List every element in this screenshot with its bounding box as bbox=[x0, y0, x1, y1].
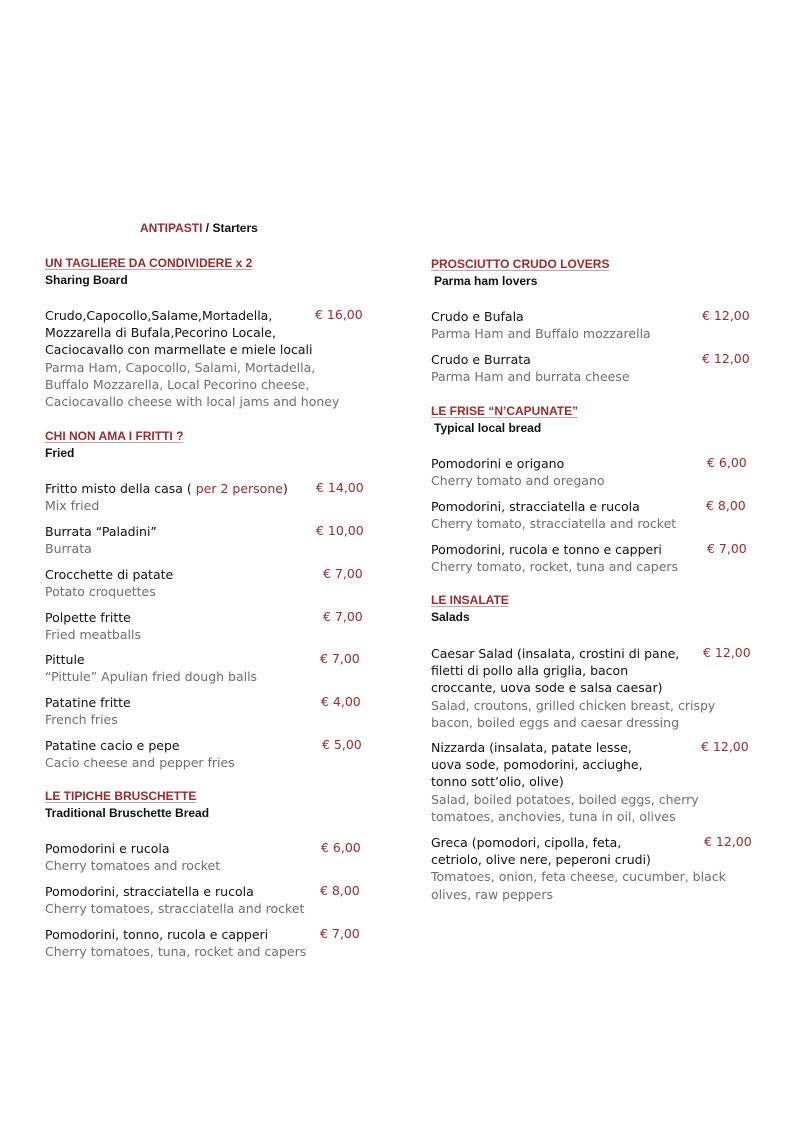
item-description: Cherry tomatoes and rocket bbox=[45, 858, 221, 874]
item-price: € 6,00 bbox=[321, 840, 361, 855]
item-price: € 5,00 bbox=[322, 737, 362, 752]
item-description: Cherry tomatoes, stracciatella and rocket bbox=[45, 901, 305, 917]
item-price: € 4,00 bbox=[321, 694, 361, 709]
menu-item bbox=[431, 498, 676, 532]
item-price: € 8,00 bbox=[706, 498, 746, 513]
menu-item bbox=[45, 566, 173, 600]
item-description: Salad, croutons, grilled chicken breast, crispy bacon, boiled eggs and caesar dressing bbox=[431, 697, 716, 730]
item-description: Cherry tomato and oregano bbox=[431, 473, 605, 489]
item-name: Pomodorini e origano bbox=[431, 456, 565, 471]
section-title-it: UN TAGLIERE DA CONDIVIDERE x 2 bbox=[45, 256, 253, 270]
menu-item bbox=[45, 737, 235, 771]
menu-item bbox=[431, 834, 731, 903]
menu-item bbox=[431, 351, 630, 385]
menu-item bbox=[45, 926, 306, 960]
page-title-en: Starters bbox=[212, 221, 258, 235]
section-title-en: Salads bbox=[431, 610, 470, 624]
item-description: “Pittule” Apulian fried dough balls bbox=[45, 669, 258, 685]
page-title-separator: / bbox=[202, 221, 213, 235]
menu-item bbox=[431, 308, 651, 342]
menu-item bbox=[431, 455, 605, 489]
item-name: Burrata “Paladini” bbox=[45, 524, 157, 539]
item-description: Mix fried bbox=[45, 498, 100, 514]
menu-item bbox=[45, 523, 157, 557]
section-title-en: Parma ham lovers bbox=[434, 274, 538, 288]
item-price: € 12,00 bbox=[702, 308, 750, 323]
item-description: Cherry tomato, rocket, tuna and capers bbox=[431, 559, 679, 575]
item-name: Fritto misto della casa ( per 2 persone) bbox=[45, 481, 288, 496]
item-name: Crudo e Burrata bbox=[431, 352, 531, 367]
item-description: Potato croquettes bbox=[45, 584, 156, 600]
item-description: Parma Ham, Capocollo, Salami, Mortadella, Buffalo Mozzarella, Local Pecorino cheese, Caciocavallo cheese with local jams and honey bbox=[45, 359, 340, 410]
section-header-bruschette bbox=[45, 788, 209, 822]
menu-item bbox=[45, 694, 131, 728]
item-name: Nizzarda (insalata, patate lesse, uova sode, pomodorini, acciughe, tonno sott’olio, olive) bbox=[431, 740, 643, 790]
item-name: Pittule bbox=[45, 652, 85, 667]
item-name: Pomodorini, rucola e tonno e capperi bbox=[431, 542, 662, 557]
item-description: Tomatoes, onion, feta cheese, cucumber, black olives, raw peppers bbox=[431, 869, 726, 902]
item-description: Cacio cheese and pepper fries bbox=[45, 755, 235, 771]
item-price: € 10,00 bbox=[316, 523, 364, 538]
item-price: € 7,00 bbox=[320, 926, 360, 941]
item-description: Parma Ham and Buffalo mozzarella bbox=[431, 326, 651, 342]
item-price: € 12,00 bbox=[703, 645, 751, 660]
item-price: € 7,00 bbox=[323, 566, 363, 581]
item-description: Burrata bbox=[45, 541, 92, 557]
section-header-insalate bbox=[431, 592, 509, 626]
section-title-en: Traditional Bruschette Bread bbox=[45, 806, 210, 820]
item-name: Pomodorini, stracciatella e rucola bbox=[45, 884, 254, 899]
item-price: € 8,00 bbox=[320, 883, 360, 898]
section-header-tagliere bbox=[45, 255, 252, 289]
item-name: Crocchette di patate bbox=[45, 567, 174, 582]
section-header-frise bbox=[431, 403, 578, 437]
section-title-it: LE INSALATE bbox=[431, 593, 509, 607]
item-name: Patatine cacio e pepe bbox=[45, 738, 180, 753]
item-name: Greca (pomodori, cipolla, feta, cetriolo, olive nere, peperoni crudi) bbox=[431, 835, 651, 868]
item-price: € 14,00 bbox=[316, 480, 364, 495]
section-title-en: Fried bbox=[45, 446, 75, 460]
item-price: € 7,00 bbox=[320, 651, 360, 666]
item-name: Caesar Salad (insalata, crostini di pane, filetti di pollo alla griglia, bacon croccante, uova sode e salsa caesar) bbox=[431, 646, 680, 696]
item-price: € 7,00 bbox=[323, 609, 363, 624]
section-title-en: Sharing Board bbox=[45, 273, 128, 287]
menu-item bbox=[45, 480, 315, 514]
menu-item bbox=[431, 739, 721, 825]
item-name: Patatine fritte bbox=[45, 695, 131, 710]
menu-item bbox=[45, 609, 141, 643]
item-description: Parma Ham and burrata cheese bbox=[431, 369, 630, 385]
item-name: Polpette fritte bbox=[45, 610, 131, 625]
item-description: French fries bbox=[45, 712, 118, 728]
item-price: € 12,00 bbox=[701, 739, 749, 754]
menu-item bbox=[45, 883, 304, 917]
item-name: Crudo,Capocollo,Salame,Mortadella, Mozzarella di Bufala,Pecorino Locale, Caciocavallo con marmellate e miele locali bbox=[45, 308, 313, 358]
item-note: per 2 persone bbox=[195, 481, 283, 496]
section-header-prosciutto bbox=[431, 256, 609, 290]
item-description: Fried meatballs bbox=[45, 627, 141, 643]
section-title-it: LE FRISE “N’CAPUNATE” bbox=[431, 404, 579, 418]
menu-item bbox=[431, 645, 721, 731]
item-price: € 7,00 bbox=[707, 541, 747, 556]
item-name: Crudo e Bufala bbox=[431, 309, 524, 324]
item-name: Pomodorini, tonno, rucola e capperi bbox=[45, 927, 269, 942]
section-title-en: Typical local bread bbox=[434, 421, 542, 435]
item-price: € 6,00 bbox=[707, 455, 747, 470]
item-price: € 12,00 bbox=[702, 351, 750, 366]
item-name: Pomodorini, stracciatella e rucola bbox=[431, 499, 640, 514]
menu-item bbox=[45, 651, 257, 685]
menu-item bbox=[45, 840, 220, 874]
item-name: Pomodorini e rucola bbox=[45, 841, 170, 856]
item-price: € 16,00 bbox=[315, 307, 363, 322]
page-title-it: ANTIPASTI bbox=[140, 221, 203, 235]
menu-item bbox=[45, 307, 345, 410]
item-price: € 12,00 bbox=[704, 834, 752, 849]
section-title-it: PROSCIUTTO CRUDO LOVERS bbox=[431, 257, 610, 271]
item-description: Cherry tomatoes, tuna, rocket and capers bbox=[45, 944, 307, 960]
page-title bbox=[140, 221, 258, 235]
item-description: Salad, boiled potatoes, boiled eggs, cherry tomatoes, anchovies, tuna in oil, olives bbox=[431, 791, 699, 824]
section-title-it: CHI NON AMA I FRITTI ? bbox=[45, 429, 184, 443]
section-title-it: LE TIPICHE BRUSCHETTE bbox=[45, 789, 197, 803]
section-header-fritti bbox=[45, 428, 183, 462]
item-description: Cherry tomato, stracciatella and rocket bbox=[431, 516, 677, 532]
menu-item bbox=[431, 541, 678, 575]
